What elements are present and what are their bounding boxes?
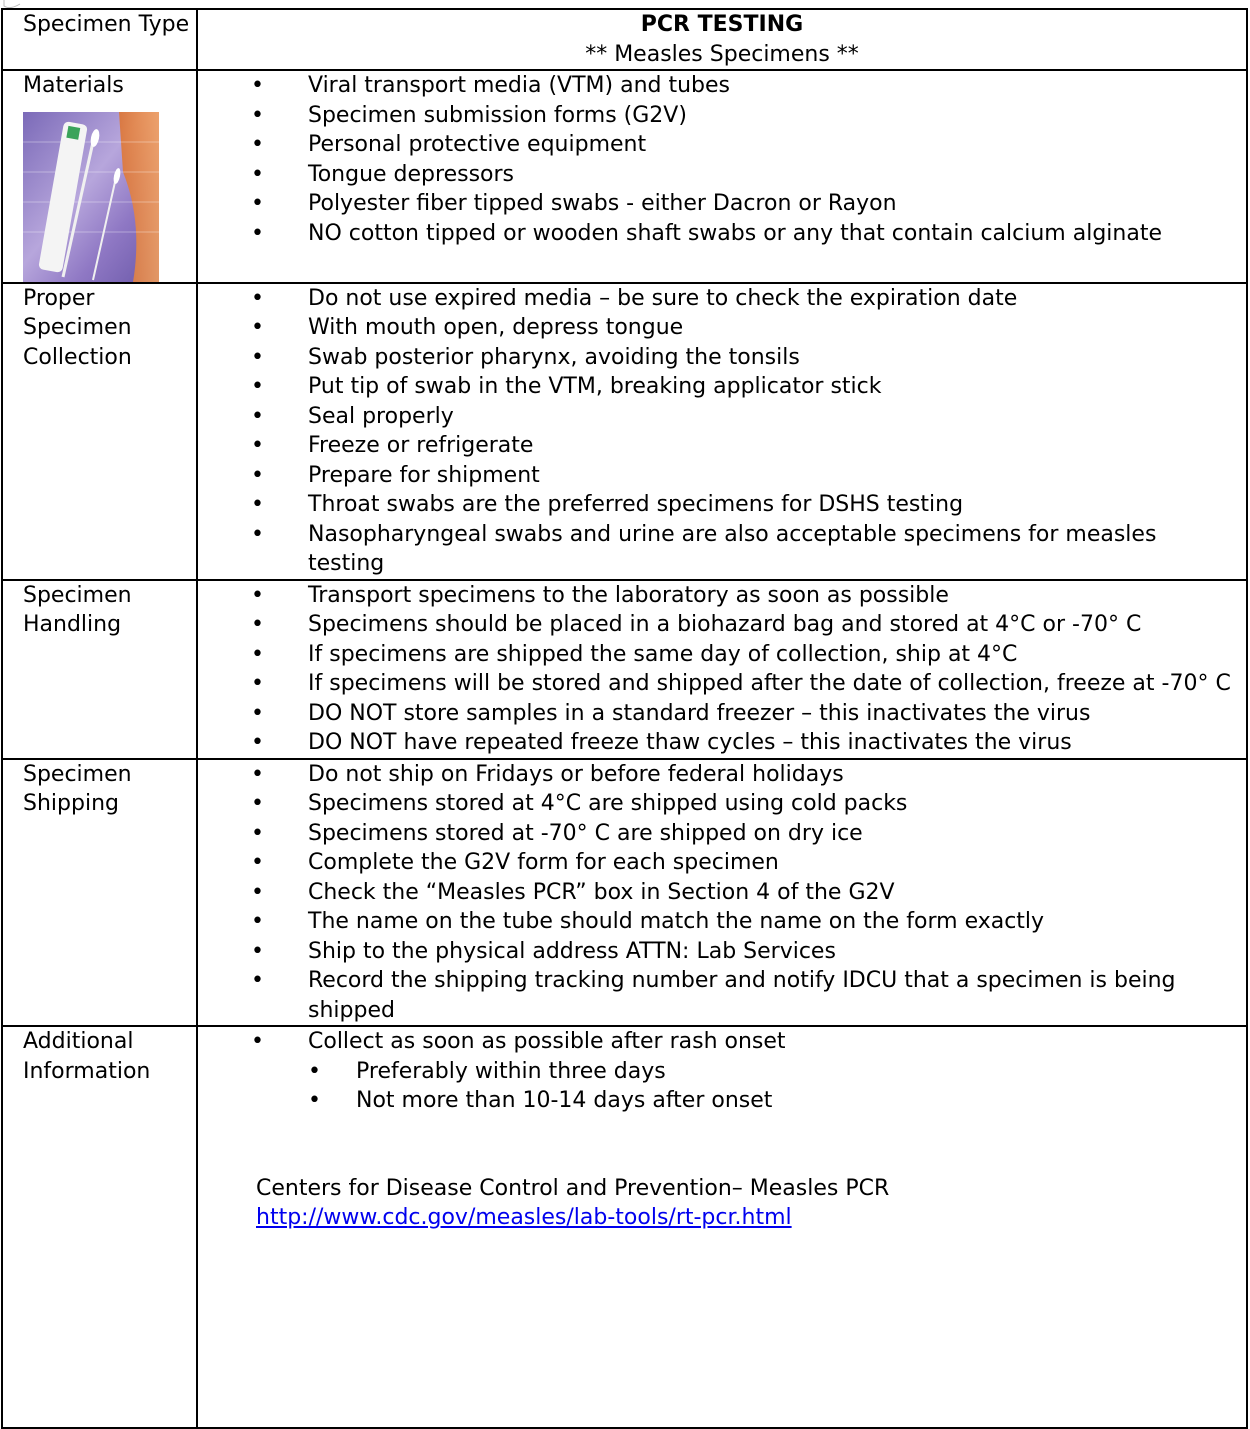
sub-list (198, 1057, 1236, 1116)
list-item: • Polyester fiber tipped swabs - either Dacron or Rayon (198, 189, 1246, 219)
materials-label: Materials (23, 73, 124, 98)
cdc-measles-pcr-link[interactable]: http://www.cdc.gov/measles/lab-tools/rt-pcr.html (256, 1205, 792, 1230)
handling-label: Specimen Handling (2, 580, 197, 759)
list-item: • Viral transport media (VTM) and tubes (198, 71, 1246, 101)
list-item: • Check the “Measles PCR” box in Section 4 of the G2V (198, 878, 1246, 908)
list-item: • Do not ship on Fridays or before federal holidays (198, 760, 1246, 790)
shipping-content (197, 759, 1247, 1027)
list-item: • With mouth open, depress tongue (198, 313, 1246, 343)
list-item: • Specimens stored at -70° C are shipped on dry ice (198, 819, 1246, 849)
list-item: • Transport specimens to the laboratory as soon as possible (198, 581, 1246, 611)
handling-content (197, 580, 1247, 759)
list-item: • Tongue depressors (198, 160, 1246, 190)
collection-content (197, 283, 1247, 580)
materials-content (197, 70, 1247, 283)
table-title: PCR TESTING (640, 12, 804, 37)
list-item: • The name on the tube should match the name on the form exactly (198, 907, 1246, 937)
list-item: • NO cotton tipped or wooden shaft swabs or any that contain calcium alginate (198, 219, 1246, 249)
list-item: • If specimens will be stored and shipped after the date of collection, freeze at -70° C (198, 669, 1246, 699)
handling-row (2, 580, 1247, 759)
list-item: • DO NOT store samples in a standard freezer – this inactivates the virus (198, 699, 1246, 729)
list-item: • Put tip of swab in the VTM, breaking applicator stick (198, 372, 1246, 402)
list-item: • Freeze or refrigerate (198, 431, 1246, 461)
specimen-type-label: Specimen Type (2, 9, 197, 70)
source-text: Centers for Disease Control and Prevention– Measles PCR (256, 1175, 890, 1201)
spacer (198, 1116, 1246, 1174)
handling-list (198, 581, 1246, 758)
source-block (198, 1174, 1246, 1233)
list-item: • DO NOT have repeated freeze thaw cycles – this inactivates the virus (198, 728, 1246, 758)
shipping-label: Specimen Shipping (2, 759, 197, 1027)
list-item: • Specimens should be placed in a biohazard bag and stored at 4°C or -70° C (198, 610, 1246, 640)
list-item: • Nasopharyngeal swabs and urine are also acceptable specimens for measles testing (198, 520, 1246, 579)
additional-row (2, 1026, 1247, 1428)
additional-label: Additional Information (2, 1026, 197, 1428)
header-cell (197, 9, 1247, 70)
list-item: • Seal properly (198, 402, 1246, 432)
list-item (198, 1027, 1246, 1116)
list-item: • Personal protective equipment (198, 130, 1246, 160)
collection-label: Proper Specimen Collection (2, 283, 197, 580)
shipping-row (2, 759, 1247, 1027)
list-item: • Throat swabs are the preferred specimens for DSHS testing (198, 490, 1246, 520)
list-item: • Complete the G2V form for each specimen (198, 848, 1246, 878)
collection-row (2, 283, 1247, 580)
swab-image (23, 112, 159, 282)
list-item: • Prepare for shipment (198, 461, 1246, 491)
shipping-list (198, 760, 1246, 1026)
list-item: • Ship to the physical address ATTN: Lab Services (198, 937, 1246, 967)
additional-list (198, 1027, 1246, 1116)
collection-list (198, 284, 1246, 579)
materials-label-cell (2, 70, 197, 283)
list-item: • Record the shipping tracking number and notify IDCU that a specimen is being shipped (198, 966, 1246, 1025)
materials-row (2, 70, 1247, 283)
list-item: • If specimens are shipped the same day of collection, ship at 4°C (198, 640, 1246, 670)
list-item: • Specimens stored at 4°C are shipped using cold packs (198, 789, 1246, 819)
pcr-testing-table (1, 8, 1248, 1429)
table-subtitle: ** Measles Specimens ** (585, 41, 859, 67)
sub-list-item: • Preferably within three days (198, 1057, 1236, 1087)
additional-content (197, 1026, 1247, 1428)
header-row (2, 9, 1247, 70)
main-item-text: Collect as soon as possible after rash onset (308, 1029, 786, 1054)
list-item: • Swab posterior pharynx, avoiding the tonsils (198, 343, 1246, 373)
list-item: • Specimen submission forms (G2V) (198, 101, 1246, 131)
materials-list (198, 71, 1246, 248)
sub-list-item: • Not more than 10-14 days after onset (198, 1086, 1236, 1116)
list-item: • Do not use expired media – be sure to check the expiration date (198, 284, 1246, 314)
